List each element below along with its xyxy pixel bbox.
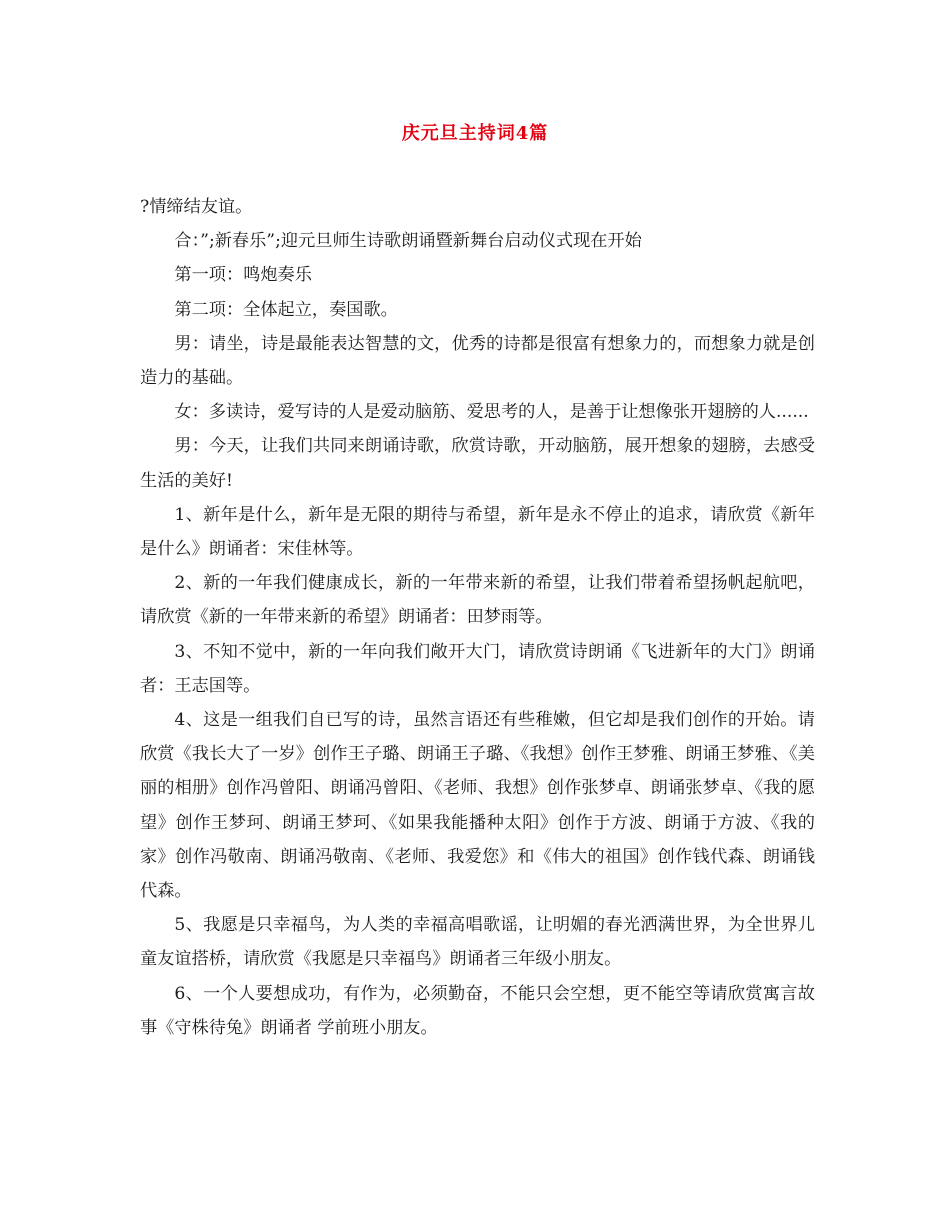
paragraph-program-5: 5、我愿是只幸福鸟，为人类的幸福高唱歌谣，让明媚的春光洒满世界，为全世界儿童友谊搭桥，请欣赏《我愿是只幸福鸟》朗诵者三年级小朋友。 bbox=[140, 915, 815, 970]
paragraph-male-2: 男：今天，让我们共同来朗诵诗歌，欣赏诗歌，开动脑筋，展开想象的翅膀，去感受生活的美好! bbox=[140, 436, 815, 491]
paragraph-item-2: 第二项：全体起立，奏国歌。 bbox=[174, 299, 398, 320]
paragraph-male-1: 男：请坐，诗是最能表达智慧的文，优秀的诗都是很富有想象力的，而想象力就是创造力的基础。 bbox=[140, 333, 815, 389]
paragraph-he: 合：”;新春乐”;迎元旦师生诗歌朗诵暨新舞台启动仪式现在开始 bbox=[174, 231, 642, 252]
document-body bbox=[140, 190, 815, 1045]
document-title: 庆元旦主持词4篇 bbox=[401, 123, 549, 144]
paragraph-program-1: 1、新年是什么，新年是无限的期待与希望，新年是永不停止的追求，请欣赏《新年是什么》朗诵者：宋佳林等。 bbox=[140, 504, 815, 560]
paragraph-intro: ?情缔结友谊。 bbox=[140, 197, 253, 217]
paragraph-program-2: 2、新的一年我们健康成长，新的一年带来新的希望，让我们带着希望扬帆起航吧，请欣赏《新的一年带来新的希望》朗诵者：田梦雨等。 bbox=[140, 573, 815, 628]
paragraph-program-6: 6、一个人要想成功，有作为，必须勤奋，不能只会空想，更不能空等请欣赏寓言故事《守株待兔》朗诵者 学前班小朋友。 bbox=[140, 983, 815, 1038]
paragraph-item-1: 第一项：鸣炮奏乐 bbox=[174, 265, 312, 286]
paragraph-program-3: 3、不知不觉中，新的一年向我们敞开大门，请欣赏诗朗诵《飞进新年的大门》朗诵者：王志国等。 bbox=[140, 641, 815, 696]
paragraph-female-1: 女：多读诗，爱写诗的人是爱动脑筋、爱思考的人，是善于让想像张开翅膀的人...... bbox=[174, 402, 809, 423]
paragraph-program-4: 4、这是一组我们自已写的诗，虽然言语还有些稚嫩，但它却是我们创作的开始。请欣赏《我长大了一岁》创作王子璐、朗诵王子璐、《我想》创作王梦雅、朗诵王梦雅、《美丽的相册》创作冯曾阳、朗诵冯曾阳、《老师、我想》创作张梦卓、朗诵张梦卓、《我的愿望》创作王梦珂、朗诵王梦珂、《如果我能播种太阳》创作于方波、朗诵于方波、《我的家》创作冯敬南、朗诵冯敬南、《老师、我爱您》和《伟大的祖国》创作钱代森、朗诵钱代森。 bbox=[140, 710, 815, 902]
